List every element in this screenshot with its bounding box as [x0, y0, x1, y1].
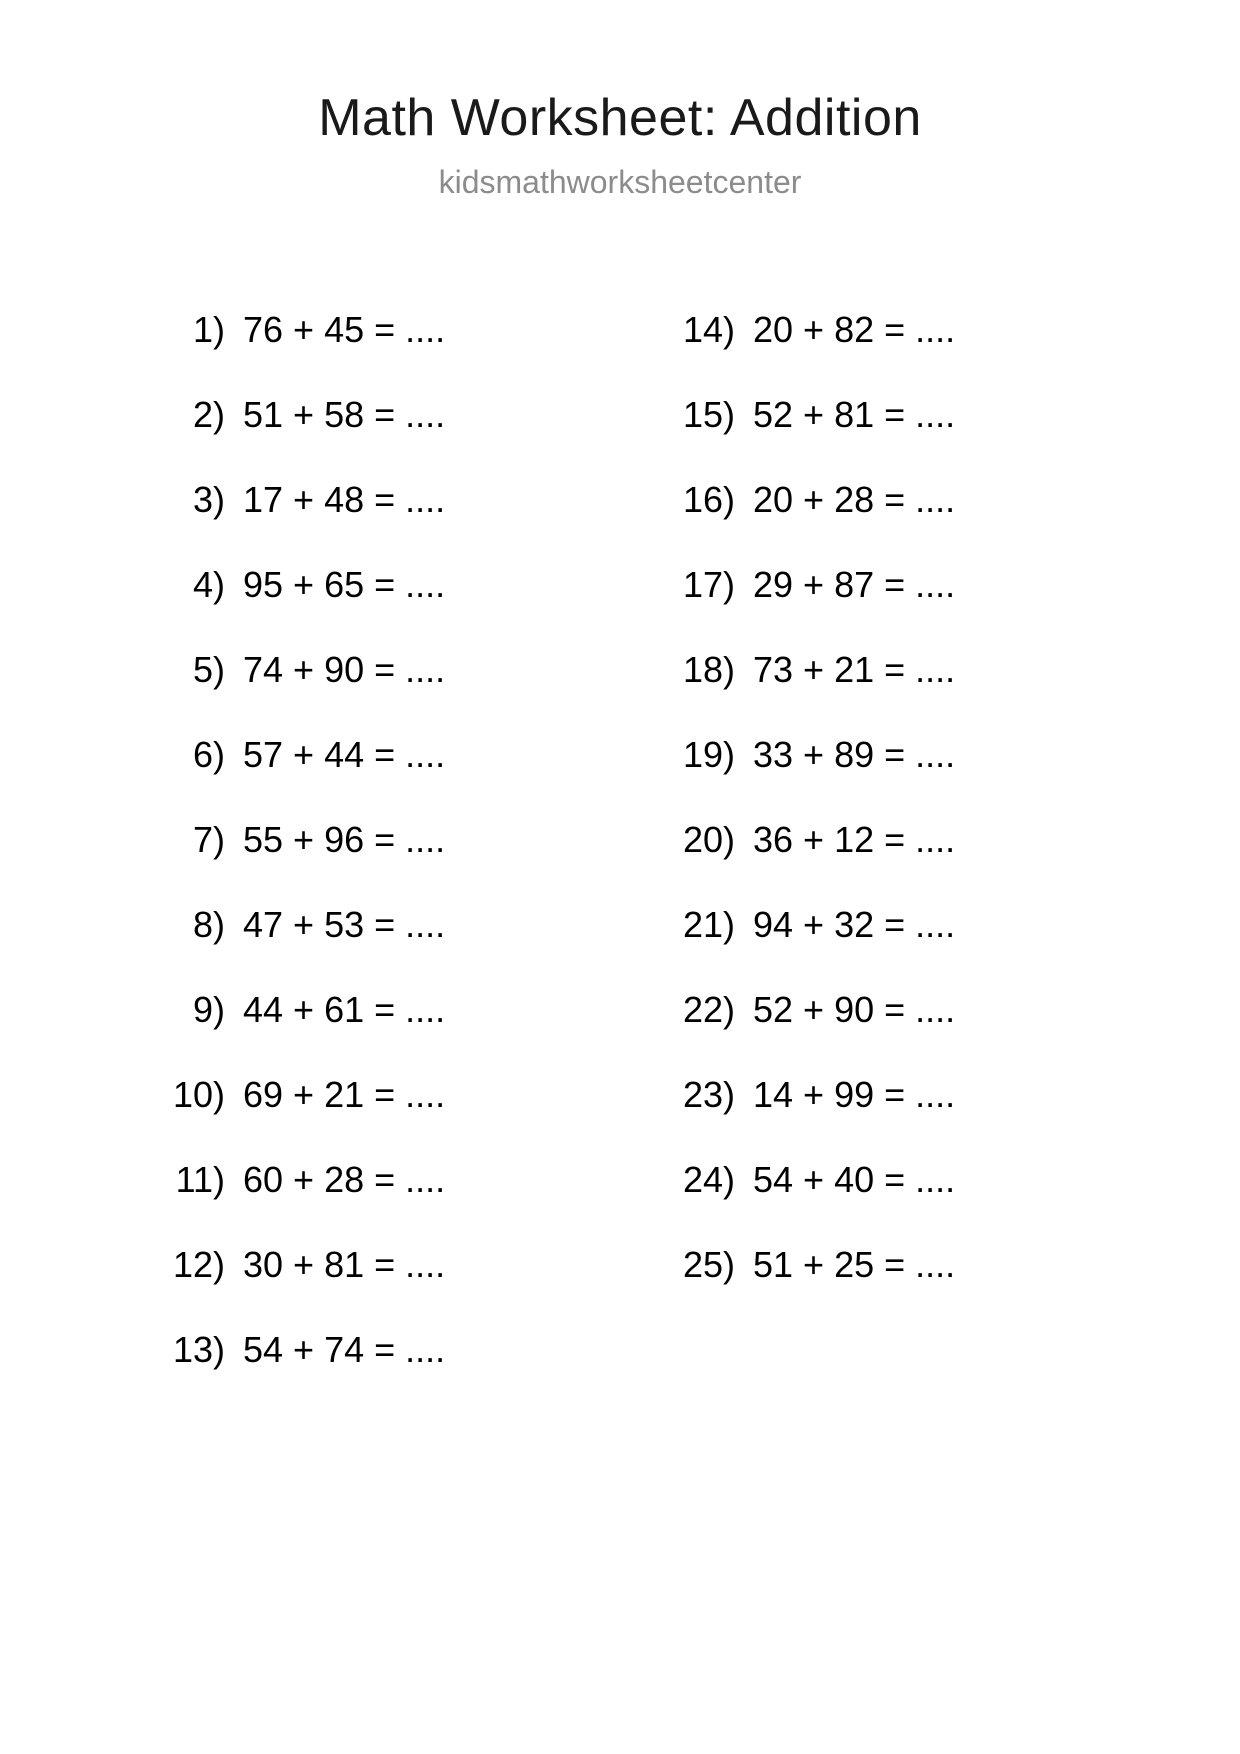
- problem-number: 10): [172, 1074, 225, 1115]
- problem-item: [165, 989, 595, 1074]
- problem-expression: 54 + 74 = ....: [243, 1329, 446, 1370]
- problem-number: 18): [682, 649, 735, 690]
- problem-number: 7): [192, 819, 225, 860]
- problem-expression: 33 + 89 = ....: [753, 734, 956, 775]
- problem-number: 21): [682, 904, 735, 945]
- problem-expression: 52 + 90 = ....: [753, 989, 956, 1030]
- problem-number: 25): [682, 1244, 735, 1285]
- problem-item: [165, 309, 595, 394]
- problem-number: 15): [682, 394, 735, 435]
- problem-expression: 55 + 96 = ....: [243, 819, 446, 860]
- problem-item: [165, 1329, 595, 1414]
- problem-item: [675, 649, 1105, 734]
- problem-item: [675, 904, 1105, 989]
- problem-number: 24): [682, 1159, 735, 1200]
- problems-column-left: [165, 309, 595, 1414]
- problem-item: [675, 564, 1105, 649]
- problem-expression: 17 + 48 = ....: [243, 479, 446, 520]
- problem-number: 22): [682, 989, 735, 1030]
- problem-item: [165, 1074, 595, 1159]
- problem-expression: 73 + 21 = ....: [753, 649, 956, 690]
- problem-expression: 30 + 81 = ....: [243, 1244, 446, 1285]
- problem-expression: 76 + 45 = ....: [243, 309, 446, 350]
- problem-number: 9): [192, 989, 225, 1030]
- problem-item: [165, 904, 595, 989]
- problem-item: [675, 309, 1105, 394]
- problem-item: [165, 734, 595, 819]
- problem-expression: 47 + 53 = ....: [243, 904, 446, 945]
- problem-expression: 20 + 82 = ....: [753, 309, 956, 350]
- problems-column-right: [675, 309, 1105, 1414]
- problem-number: 23): [682, 1074, 735, 1115]
- problem-expression: 69 + 21 = ....: [243, 1074, 446, 1115]
- page-subtitle: kidsmathworksheetcenter: [438, 164, 802, 200]
- problem-expression: 74 + 90 = ....: [243, 649, 446, 690]
- problem-number: 13): [172, 1329, 225, 1370]
- problem-item: [165, 479, 595, 564]
- problem-expression: 51 + 25 = ....: [753, 1244, 956, 1285]
- problem-number: 6): [192, 734, 225, 775]
- problem-expression: 52 + 81 = ....: [753, 394, 956, 435]
- problem-item: [675, 734, 1105, 819]
- problem-expression: 57 + 44 = ....: [243, 734, 446, 775]
- problem-number: 2): [192, 394, 225, 435]
- problem-number: 12): [172, 1244, 225, 1285]
- problem-number: 20): [682, 819, 735, 860]
- problem-number: 4): [192, 564, 225, 605]
- problem-item: [675, 1244, 1105, 1329]
- problem-expression: 54 + 40 = ....: [753, 1159, 956, 1200]
- problem-item: [675, 394, 1105, 479]
- problem-expression: 44 + 61 = ....: [243, 989, 446, 1030]
- problem-item: [165, 1244, 595, 1329]
- problem-number: 1): [192, 309, 225, 350]
- problem-expression: 95 + 65 = ....: [243, 564, 446, 605]
- problem-item: [675, 989, 1105, 1074]
- problem-expression: 60 + 28 = ....: [243, 1159, 446, 1200]
- problem-number: 19): [682, 734, 735, 775]
- problem-expression: 20 + 28 = ....: [753, 479, 956, 520]
- problem-item: [675, 479, 1105, 564]
- problem-item: [165, 1159, 595, 1244]
- problem-number: 11): [175, 1159, 225, 1200]
- problem-item: [165, 564, 595, 649]
- problem-item: [165, 394, 595, 479]
- problem-expression: 14 + 99 = ....: [753, 1074, 956, 1115]
- problem-number: 8): [192, 904, 225, 945]
- page-title: Math Worksheet: Addition: [318, 89, 922, 147]
- problem-item: [675, 1074, 1105, 1159]
- problem-item: [165, 649, 595, 734]
- problem-expression: 29 + 87 = ....: [753, 564, 956, 605]
- problem-expression: 36 + 12 = ....: [753, 819, 956, 860]
- problem-expression: 94 + 32 = ....: [753, 904, 956, 945]
- problem-expression: 51 + 58 = ....: [243, 394, 446, 435]
- problem-number: 14): [682, 309, 735, 350]
- problems-container: [0, 309, 1240, 1414]
- problem-number: 17): [682, 564, 735, 605]
- problem-item: [165, 819, 595, 904]
- problem-number: 3): [192, 479, 225, 520]
- problem-item: [675, 1159, 1105, 1244]
- problem-number: 5): [192, 649, 225, 690]
- problem-number: 16): [682, 479, 735, 520]
- problem-item: [675, 819, 1105, 904]
